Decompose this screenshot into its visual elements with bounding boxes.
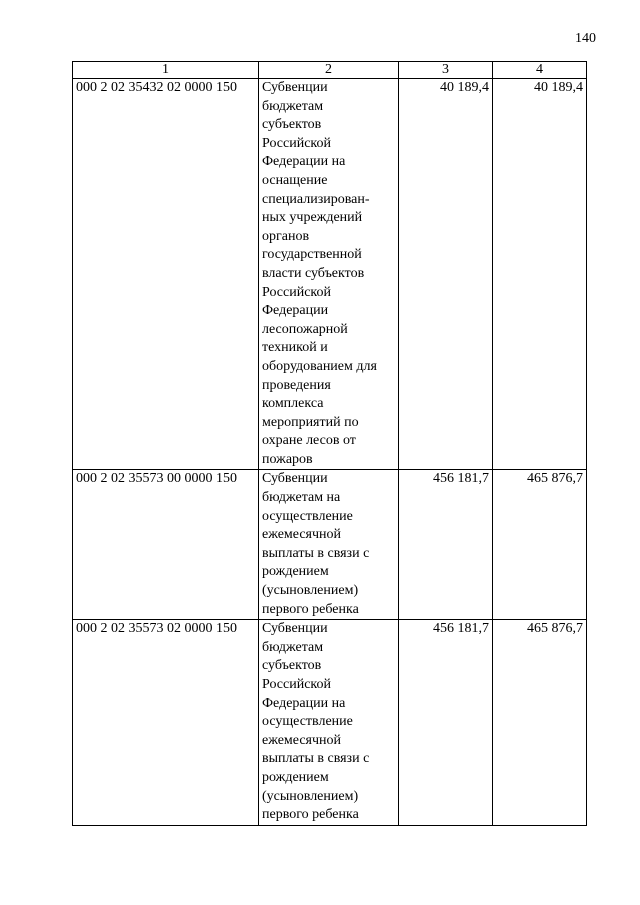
item-name-cell: Субвенции бюджетам субъектов Российской Федерации на оснащение специализирован- ных учреждений органов государственной власти субъектов Российской Федерации лесопожарной техникой и оборудованием для проведения комплекса мероприятий по охране лесов от пожаров [259,79,399,470]
column-header-2: 2 [259,62,399,79]
table-row [73,470,587,620]
amount-col4-cell: 465 876,7 [493,620,587,826]
table-body [73,79,587,826]
budget-code-cell: 000 2 02 35573 02 0000 150 [73,620,259,826]
column-header-1: 1 [73,62,259,79]
column-header-3: 3 [399,62,493,79]
budget-table [72,61,587,826]
item-name-cell: Субвенции бюджетам субъектов Российской Федерации на осуществление ежемесячной выплаты в связи с рождением (усыновлением) первого ребенка [259,620,399,826]
amount-col4-cell: 465 876,7 [493,470,587,620]
table-header [73,62,587,79]
amount-col3-cell: 456 181,7 [399,470,493,620]
budget-code-cell: 000 2 02 35432 02 0000 150 [73,79,259,470]
item-name-cell: Субвенции бюджетам на осуществление ежемесячной выплаты в связи с рождением (усыновлением) первого ребенка [259,470,399,620]
amount-col3-cell: 40 189,4 [399,79,493,470]
page-number: 140 [575,31,596,46]
amount-col3-cell: 456 181,7 [399,620,493,826]
table-row [73,620,587,826]
table-row [73,79,587,470]
amount-col4-cell: 40 189,4 [493,79,587,470]
column-header-4: 4 [493,62,587,79]
budget-code-cell: 000 2 02 35573 00 0000 150 [73,470,259,620]
header-row [73,62,587,79]
